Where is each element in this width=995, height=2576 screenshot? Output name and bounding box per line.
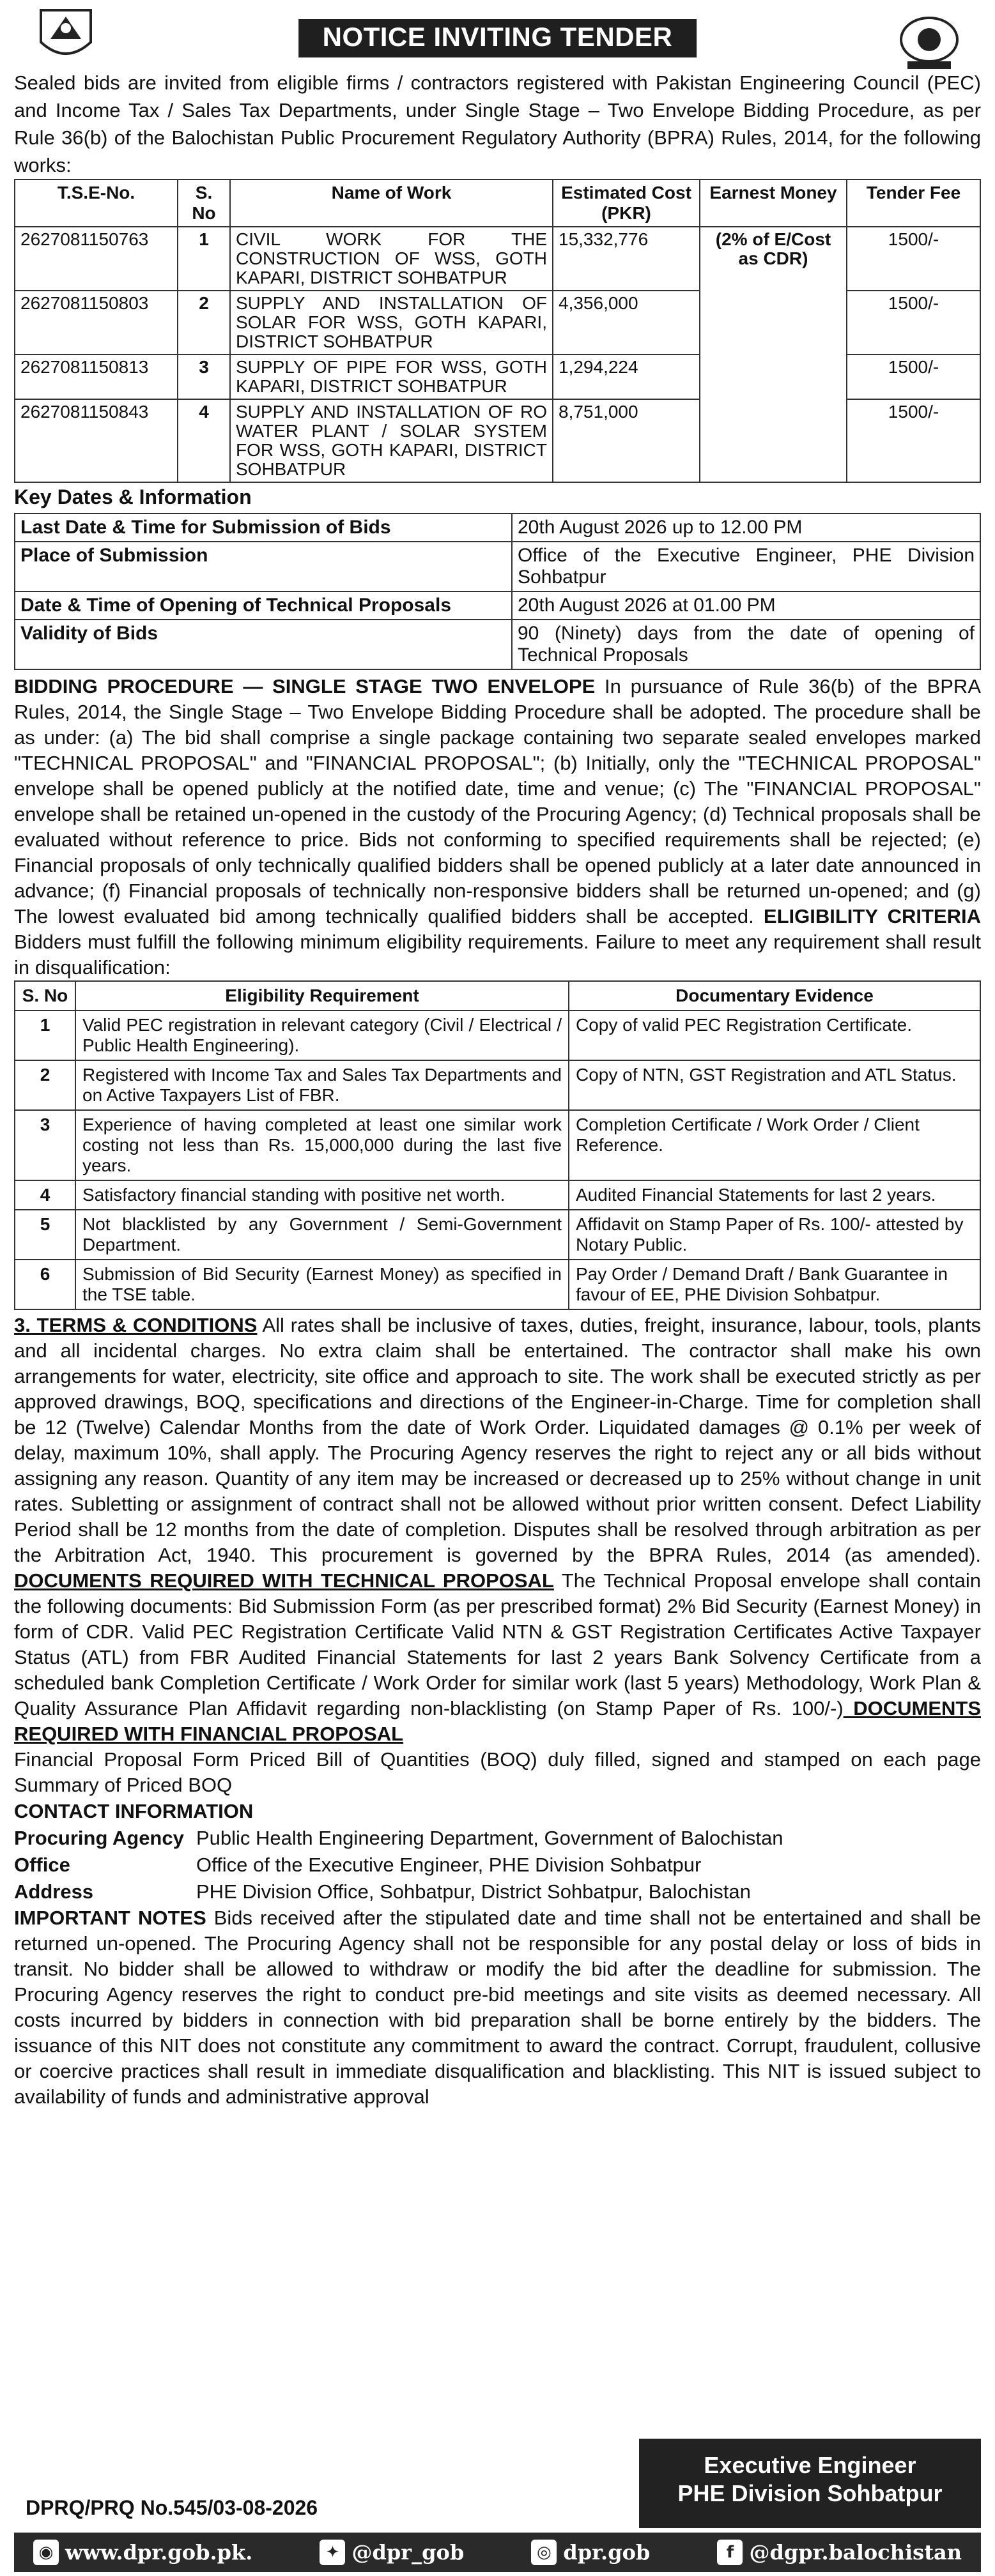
table-header-row (15, 981, 980, 1010)
key-dates-table (14, 513, 981, 670)
serial-number: 1 (178, 227, 230, 291)
eligibility-text: Bidders must fulfill the following minimum eligibility requirements. Failure to meet any requirement shall result in disqualification: (14, 931, 981, 979)
signature-block (639, 2439, 981, 2528)
serial-number: 3 (15, 1110, 75, 1180)
tse-number: 2627081150813 (15, 354, 178, 399)
estimated-cost: 4,356,000 (553, 291, 700, 354)
work-name: SUPPLY AND INSTALLATION OF RO WATER PLANT / SOLAR SYSTEM FOR WSS, GOTH KAPARI, DISTRICT SOHBATPUR (230, 399, 553, 482)
contact-value: PHE Division Office, Sohbatpur, District Sohbatpur, Balochistan (196, 1880, 751, 1903)
key-date-value: 20th August 2026 at 01.00 PM (512, 591, 980, 620)
bidding-text: In pursuance of Rule 36(b) of the BPRA Rules, 2014, the Single Stage – Two Envelope Bidding Procedure shall be adopted. The procedure shall be as under: (a) The bid shall comprise a single package containing two separate sealed envelopes marked "TECHNICAL PROPOSAL" and "FINANCIAL PROPOSAL"; (b) Initially, only the "TECHNICAL PROPOSAL" envelope shall be opened publicly at the notified date, time and venue; (c) The "FINANCIAL PROPOSAL" envelope shall be retained un-opened in the custody of the Procuring Agency; (d) Technical proposals shall be evaluated without reference to price. Bids not conforming to specified requirements shall be rejected; (e) Financial proposals of only technically qualified bidders shall be opened publicly at a later date announced in advance; (f) Financial proposals of technically non-responsive bidders shall be returned un-opened; and (g) The lowest evaluated bid among technically qualified bidders shall be accepted. (14, 675, 981, 927)
key-date-label: Last Date & Time for Submission of Bids (15, 514, 512, 542)
serial-number: 2 (15, 1060, 75, 1110)
facebook-text: @dgpr.balochistan (749, 2540, 962, 2565)
table-row (15, 620, 980, 669)
evidence: Completion Certificate / Work Order / Client Reference. (569, 1110, 980, 1180)
table-row (15, 1010, 980, 1060)
twitter-text: @dpr_gob (351, 2540, 465, 2565)
intro-text: Sealed bids are invited from eligible firms / contractors registered with Pakistan Engineering Council (PEC) and Income Tax / Sales Tax Departments, under Single Stage – Two Envelope Bidding Procedure, as per Rule 36(b) of the Balochistan Public Procurement Regulatory Authority (BPRA) Rules, 2014, for the following works: (14, 72, 981, 176)
terms-conditions (14, 1313, 981, 1798)
tender-fee: 1500/- (847, 399, 980, 482)
government-logo (28, 4, 104, 65)
serial-number: 6 (15, 1260, 75, 1309)
terms-heading: 3. TERMS & CONDITIONS (14, 1314, 258, 1336)
contact-row (14, 1825, 981, 1852)
requirement: Not blacklisted by any Government / Semi-Government Department. (75, 1210, 569, 1260)
works-table (14, 179, 981, 483)
evidence: Copy of NTN, GST Registration and ATL Status. (569, 1060, 980, 1110)
contact-value: Public Health Engineering Department, Government of Balochistan (196, 1827, 783, 1849)
bidding-procedure (14, 674, 981, 980)
header-evidence: Documentary Evidence (569, 981, 980, 1010)
header-sno: S. No (178, 179, 230, 227)
table-header-row (15, 179, 980, 227)
terms-text: All rates shall be inclusive of taxes, duties, freight, insurance, labour, tools, plants and all incidental charges. No extra claim shall be entertained. The contractor shall make his own arrangements for water, electricity, site office and approach to site. The work shall be executed strictly as per approved drawings, BOQ, specifications and directions of the Engineer-in-Charge. Time for completion shall be 12 (Twelve) Calendar Months from the date of Work Order. Liquidated damages @ 0.1% per week of delay, maximum 10%, shall apply. The Procuring Agency reserves the right to reject any or all bids without assigning any reason. Quantity of any item may be increased or decreased up to 25% without change in unit rates. Subletting or assignment of contract shall not be allowed without prior written consent. Defect Liability Period shall be 12 months from the date of completion. Disputes shall be resolved through arbitration as per the Arbitration Act, 1940. This procurement is governed by the BPRA Rules, 2014 (as amended). (14, 1314, 981, 1566)
table-row (15, 542, 980, 591)
footer (0, 2432, 995, 2576)
serial-number: 2 (178, 291, 230, 354)
serial-number: 4 (178, 399, 230, 482)
header-tse: T.S.E-No. (15, 179, 178, 227)
header (14, 0, 981, 69)
requirement: Registered with Income Tax and Sales Tax Departments and on Active Taxpayers List of FBR. (75, 1060, 569, 1110)
tse-number: 2627081150803 (15, 291, 178, 354)
dpr-logo (891, 11, 967, 73)
table-row (15, 1060, 980, 1110)
evidence: Audited Financial Statements for last 2 years. (569, 1180, 980, 1210)
evidence: Pay Order / Demand Draft / Bank Guarantee in favour of EE, PHE Division Sohbatpur. (569, 1260, 980, 1309)
header-earnest: Earnest Money (700, 179, 847, 227)
bidding-heading: BIDDING PROCEDURE — SINGLE STAGE TWO ENVELOPE (14, 675, 596, 697)
header-requirement: Eligibility Requirement (75, 981, 569, 1010)
contact-row (14, 1879, 981, 1905)
key-date-label: Place of Submission (15, 542, 512, 591)
website-text: www.dpr.gob.pk. (65, 2540, 253, 2565)
key-date-value: Office of the Executive Engineer, PHE Division Sohbatpur (512, 542, 980, 591)
work-name: CIVIL WORK FOR THE CONSTRUCTION OF WSS, GOTH KAPARI, DISTRICT SOHBATPUR (230, 227, 553, 291)
estimated-cost: 1,294,224 (553, 354, 700, 399)
technical-docs-heading: DOCUMENTS REQUIRED WITH TECHNICAL PROPOSAL (14, 1569, 554, 1592)
reference-number: DPRQ/PRQ No.545/03-08-2026 (26, 2496, 318, 2519)
key-date-value: 20th August 2026 up to 12.00 PM (512, 514, 980, 542)
notes-heading: IMPORTANT NOTES (14, 1907, 206, 1929)
serial-number: 4 (15, 1180, 75, 1210)
twitter-icon: ✦ (320, 2540, 345, 2565)
key-date-label: Date & Time of Opening of Technical Proposals (15, 591, 512, 620)
signature-title: Executive Engineer (704, 2452, 916, 2478)
table-row (15, 227, 980, 291)
estimated-cost: 15,332,776 (553, 227, 700, 291)
footer-bar (14, 2533, 981, 2572)
contact-key: Office (14, 1854, 70, 1876)
requirement: Satisfactory financial standing with positive net worth. (75, 1180, 569, 1210)
eligibility-heading: ELIGIBILITY CRITERIA (763, 905, 981, 927)
signature-office: PHE Division Sohbatpur (677, 2480, 943, 2506)
header-name: Name of Work (230, 179, 553, 227)
eligibility-table (14, 980, 981, 1310)
estimated-cost: 8,751,000 (553, 399, 700, 482)
table-row (15, 1110, 980, 1180)
contact-key: Procuring Agency (14, 1827, 184, 1849)
work-name: SUPPLY AND INSTALLATION OF SOLAR FOR WSS, GOTH KAPARI, DISTRICT SOHBATPUR (230, 291, 553, 354)
earnest-money: (2% of E/Cost as CDR) (700, 227, 847, 482)
table-row (15, 1210, 980, 1260)
table-row (15, 1260, 980, 1309)
financial-docs-heading: DOCUMENTS REQUIRED WITH FINANCIAL PROPOSAL (14, 1697, 982, 1745)
key-date-label: Validity of Bids (15, 620, 512, 669)
requirement: Submission of Bid Security (Earnest Money) as specified in the TSE table. (75, 1260, 569, 1309)
evidence: Affidavit on Stamp Paper of Rs. 100/- attested by Notary Public. (569, 1210, 980, 1260)
footer-facebook[interactable] (717, 2540, 962, 2565)
globe-icon: ◉ (33, 2540, 59, 2565)
contact-row (14, 1852, 981, 1879)
header-fee: Tender Fee (847, 179, 980, 227)
tender-fee: 1500/- (847, 227, 980, 291)
facebook-icon: f (717, 2540, 743, 2565)
table-row (15, 591, 980, 620)
tender-fee: 1500/- (847, 354, 980, 399)
requirement: Experience of having completed at least one similar work costing not less than Rs. 15,000,000 during the last five years. (75, 1110, 569, 1180)
page-title: NOTICE INVITING TENDER (298, 19, 697, 57)
evidence: Copy of valid PEC Registration Certificate. (569, 1010, 980, 1060)
serial-number: 1 (15, 1010, 75, 1060)
table-row (15, 514, 980, 542)
header-cost: Estimated Cost (PKR) (553, 179, 700, 227)
key-date-value: 90 (Ninety) days from the date of opening of Technical Proposals (512, 620, 980, 669)
tender-fee: 1500/- (847, 291, 980, 354)
contact-value: Office of the Executive Engineer, PHE Division Sohbatpur (196, 1854, 702, 1876)
contact-key: Address (14, 1880, 94, 1903)
contact-heading: CONTACT INFORMATION (14, 1800, 254, 1822)
key-dates-heading: Key Dates & Information (14, 485, 252, 508)
tse-number: 2627081150843 (15, 399, 178, 482)
work-name: SUPPLY OF PIPE FOR WSS, GOTH KAPARI, DISTRICT SOHBATPUR (230, 354, 553, 399)
technical-docs-text: The Technical Proposal envelope shall contain the following documents: Bid Submission Form (as per prescribed format) 2% Bid Security (Earnest Money) in form of CDR. Valid PEC Registration Certificate Valid NTN & GST Registration Certificates Active Taxpayer Status (ATL) from FBR Audited Financial Statements for last 2 years Bank Solvency Certificate from a scheduled bank Completion Certificate / Work Order for similar work (last 5 years) Methodology, Work Plan & Quality Assurance Plan Affidavit regarding non-blacklisting (on Stamp Paper of Rs. 100/-) (14, 1569, 981, 1719)
requirement: Valid PEC registration in relevant category (Civil / Electrical / Public Health Engineering). (75, 1010, 569, 1060)
contact-information (14, 1798, 981, 1905)
serial-number: 5 (15, 1210, 75, 1260)
important-notes (14, 1905, 981, 2110)
footer-instagram[interactable] (531, 2540, 650, 2565)
serial-number: 3 (178, 354, 230, 399)
table-row (15, 1180, 980, 1210)
instagram-icon: ◎ (531, 2540, 557, 2565)
header-sno: S. No (15, 981, 75, 1010)
financial-docs-text: Financial Proposal Form Priced Bill of Quantities (BOQ) duly filled, signed and stamped on each page Summary of Priced BOQ (14, 1748, 981, 1796)
notes-text: Bids received after the stipulated date and time shall not be entertained and shall be returned un-opened. The Procuring Agency shall not be responsible for any postal delay or loss of bids in transit. No bidder shall be allowed to withdraw or modify the bid after the deadline for submission. The Procuring Agency reserves the right to conduct pre-bid meetings and site visits as deemed necessary. All costs incurred by bidders in connection with bid preparation shall be borne entirely by the bidders. The issuance of this NIT does not constitute any commitment to award the contract. Corrupt, fraudulent, collusive or coercive practices shall result in immediate disqualification and blacklisting. This NIT is issued subject to availability of funds and administrative approval (14, 1907, 981, 2108)
footer-twitter[interactable] (320, 2540, 464, 2565)
tse-number: 2627081150763 (15, 227, 178, 291)
footer-website[interactable] (33, 2540, 252, 2565)
instagram-text: dpr.gob (563, 2540, 651, 2565)
